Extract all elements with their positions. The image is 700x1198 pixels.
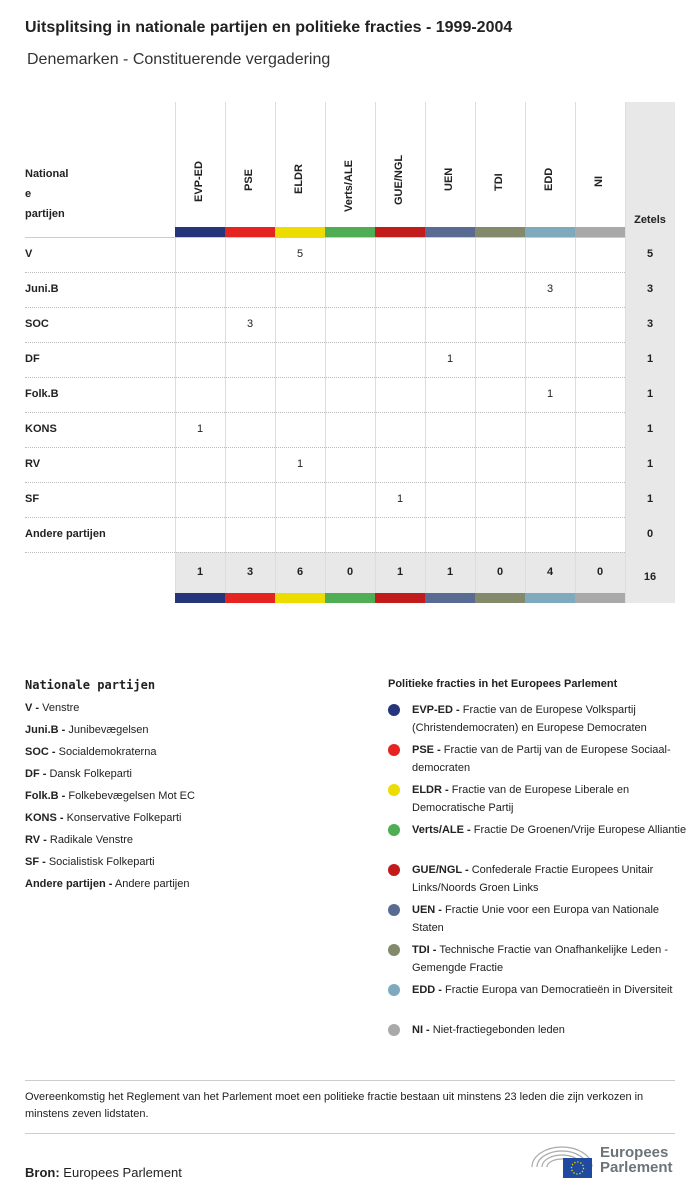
- group-header-evp-ed: EVP-ED: [193, 160, 205, 202]
- group-name: Fractie van de Europese Volkspartij (Christendemocraten) en Europese Democraten: [412, 704, 647, 734]
- group-color-bar: [525, 227, 575, 237]
- group-legend-title: Politieke fracties in het Europees Parlement: [388, 678, 618, 690]
- group-name: Fractie van de Partij van de Europese Sociaal-democraten: [412, 744, 671, 774]
- group-name: Fractie De Groenen/Vrije Europese Alliantie: [473, 824, 687, 836]
- group-abbr: ELDR -: [412, 784, 449, 796]
- group-total: 0: [496, 566, 504, 578]
- row-total: 3: [646, 318, 654, 330]
- logo-text-2: Parlement: [600, 1159, 673, 1176]
- party-label: RV: [25, 458, 41, 470]
- seat-value: 1: [546, 388, 554, 400]
- party-name: Folkebevægelsen Mot EC: [68, 790, 195, 802]
- group-name: Technische Fractie van Onafhankelijke Leden - Gemengde Fractie: [412, 944, 668, 974]
- party-abbr: DF -: [25, 768, 47, 780]
- row-divider: [25, 482, 625, 483]
- party-legend-item: [25, 724, 195, 746]
- party-abbr: Juni.B -: [25, 724, 66, 736]
- group-total: 1: [446, 566, 454, 578]
- grand-total: 16: [643, 571, 657, 583]
- row-total: 1: [646, 388, 654, 400]
- group-color-bar-bottom: [575, 593, 625, 603]
- group-color-dot-icon: [388, 864, 400, 876]
- group-abbr: Verts/ALE -: [412, 824, 471, 836]
- row-header-label: National: [25, 168, 69, 180]
- group-color-dot-icon: [388, 744, 400, 756]
- party-label: KONS: [25, 423, 57, 435]
- party-legend-item: [25, 702, 195, 724]
- party-label: SOC: [25, 318, 49, 330]
- group-name: Confederale Fractie Europees Unitair Links/Noords Groen Links: [412, 864, 654, 894]
- group-color-bar-bottom: [225, 593, 275, 603]
- party-legend-item: [25, 856, 195, 878]
- group-color-dot-icon: [388, 784, 400, 796]
- source: [25, 1165, 182, 1180]
- party-abbr: SF -: [25, 856, 46, 868]
- party-name: Radikale Venstre: [49, 834, 134, 846]
- group-abbr: TDI -: [412, 944, 437, 956]
- group-legend-item: [388, 901, 688, 941]
- row-divider: [25, 412, 625, 413]
- group-abbr: UEN -: [412, 904, 442, 916]
- column-divider: [375, 102, 376, 603]
- hemicycle-icon: [530, 1143, 594, 1179]
- group-header-verts-ale: Verts/ALE: [343, 160, 355, 213]
- group-legend-item: [388, 821, 688, 861]
- group-color-bar: [425, 227, 475, 237]
- row-total: 5: [646, 248, 654, 260]
- group-color-bar: [375, 227, 425, 237]
- party-name: Konservative Folkeparti: [66, 812, 182, 824]
- group-total: 6: [296, 566, 304, 578]
- ep-logo: [530, 1143, 675, 1183]
- group-legend-item: [388, 981, 688, 1021]
- group-legend: [388, 678, 688, 1061]
- group-total: 0: [596, 566, 604, 578]
- party-abbr: Andere partijen -: [25, 878, 113, 890]
- group-total: 1: [396, 566, 404, 578]
- row-divider: [25, 307, 625, 308]
- group-header-tdi: TDI: [493, 173, 505, 191]
- column-divider: [575, 102, 576, 603]
- party-name: Junibevægelsen: [68, 724, 149, 736]
- group-legend-item: [388, 861, 688, 901]
- page-subtitle: Denemarken - Constituerende vergadering: [27, 51, 331, 68]
- group-legend-item: [388, 741, 688, 781]
- group-header-pse: PSE: [243, 168, 255, 191]
- group-color-bar: [225, 227, 275, 237]
- party-abbr: Folk.B -: [25, 790, 66, 802]
- row-total: 1: [646, 458, 654, 470]
- party-legend-item: [25, 768, 195, 790]
- group-abbr: EDD -: [412, 984, 442, 996]
- page-title: Uitsplitsing in nationale partijen en politieke fracties - 1999-2004: [25, 19, 513, 36]
- group-color-bar-bottom: [275, 593, 325, 603]
- group-color-bar: [325, 227, 375, 237]
- group-legend-item: [388, 701, 688, 741]
- party-legend-item: [25, 834, 195, 856]
- group-legend-item: [388, 941, 688, 981]
- party-name: Andere partijen: [114, 878, 190, 890]
- group-color-bar-bottom: [475, 593, 525, 603]
- group-header-eldr: ELDR: [293, 164, 305, 195]
- group-legend-item: [388, 1021, 688, 1061]
- group-color-dot-icon: [388, 904, 400, 916]
- group-header-uen: UEN: [443, 167, 455, 191]
- row-divider: [25, 447, 625, 448]
- party-legend-item: [25, 790, 195, 812]
- column-divider: [475, 102, 476, 603]
- party-name: Dansk Folkeparti: [49, 768, 132, 780]
- group-abbr: PSE -: [412, 744, 441, 756]
- group-total: 0: [346, 566, 354, 578]
- party-name: Socialistisk Folkeparti: [48, 856, 155, 868]
- party-legend-title: Nationale partijen: [25, 678, 156, 692]
- column-divider: [175, 102, 176, 603]
- logo-text-1: Europees: [600, 1144, 669, 1161]
- group-color-bar: [575, 227, 625, 237]
- row-divider: [25, 342, 625, 343]
- party-abbr: SOC -: [25, 746, 56, 758]
- row-total: 1: [646, 493, 654, 505]
- party-abbr: RV -: [25, 834, 47, 846]
- group-color-dot-icon: [388, 944, 400, 956]
- group-color-bar: [475, 227, 525, 237]
- group-name: Fractie Unie voor een Europa van Nationale Staten: [412, 904, 660, 934]
- party-label: SF: [25, 493, 40, 505]
- party-name: Venstre: [42, 702, 80, 714]
- seat-value: 3: [246, 318, 254, 330]
- row-total: 0: [646, 528, 654, 540]
- group-color-bar: [275, 227, 325, 237]
- group-header-ni: NI: [593, 176, 605, 188]
- party-legend-item: [25, 746, 195, 768]
- seat-value: 1: [296, 458, 304, 470]
- group-color-dot-icon: [388, 984, 400, 996]
- row-total: 1: [646, 423, 654, 435]
- group-color-bar-bottom: [375, 593, 425, 603]
- header-divider: [25, 237, 625, 238]
- group-abbr: NI -: [412, 1024, 430, 1036]
- party-legend-item: [25, 812, 195, 834]
- group-color-bar: [175, 227, 225, 237]
- source-text: Europees Parlement: [63, 1165, 182, 1180]
- group-name: Fractie van de Europese Liberale en Democratische Partij: [412, 784, 630, 814]
- group-color-dot-icon: [388, 704, 400, 716]
- group-color-dot-icon: [388, 1024, 400, 1036]
- row-header-label: partijen: [25, 208, 65, 220]
- seat-value: 1: [446, 353, 454, 365]
- row-total: 3: [646, 283, 654, 295]
- seats-table: [25, 102, 675, 603]
- party-name: Socialdemokraterna: [58, 746, 157, 758]
- row-header-label: e: [25, 188, 32, 200]
- column-divider: [225, 102, 226, 603]
- group-name: Niet-fractiegebonden leden: [432, 1024, 565, 1036]
- group-header-gue-ngl: GUE/NGL: [393, 155, 405, 206]
- party-legend-item: [25, 878, 195, 900]
- seat-value: 5: [296, 248, 304, 260]
- row-total: 1: [646, 353, 654, 365]
- group-color-bar-bottom: [325, 593, 375, 603]
- group-total: 1: [196, 566, 204, 578]
- group-abbr: GUE/NGL -: [412, 864, 469, 876]
- column-divider: [525, 102, 526, 603]
- group-color-bar-bottom: [425, 593, 475, 603]
- group-total: 3: [246, 566, 254, 578]
- footnote: Overeenkomstig het Reglement van het Parlement moet een politieke fractie bestaan uit minstens 23 leden die zijn verkozen in minstens zeven lidstaten.: [25, 1080, 675, 1134]
- group-name: Fractie Europa van Democratieën in Diversiteit: [445, 984, 673, 996]
- source-label: Bron:: [25, 1165, 60, 1180]
- party-legend: [25, 678, 195, 890]
- group-header-edd: EDD: [543, 167, 555, 191]
- seat-value: 3: [546, 283, 554, 295]
- party-label: Juni.B: [25, 283, 59, 295]
- seat-value: 1: [396, 493, 404, 505]
- column-divider: [275, 102, 276, 603]
- group-total: 4: [546, 566, 554, 578]
- party-label: DF: [25, 353, 40, 365]
- group-abbr: EVP-ED -: [412, 704, 460, 716]
- column-divider: [325, 102, 326, 603]
- group-color-dot-icon: [388, 824, 400, 836]
- party-abbr: V -: [25, 702, 40, 714]
- party-label: V: [25, 248, 33, 260]
- seats-header: Zetels: [634, 214, 666, 226]
- party-label: Andere partijen: [25, 528, 106, 540]
- group-color-bar-bottom: [525, 593, 575, 603]
- party-abbr: KONS -: [25, 812, 64, 824]
- seat-value: 1: [196, 423, 204, 435]
- group-legend-item: [388, 781, 688, 821]
- row-divider: [25, 517, 625, 518]
- group-color-bar-bottom: [175, 593, 225, 603]
- party-label: Folk.B: [25, 388, 59, 400]
